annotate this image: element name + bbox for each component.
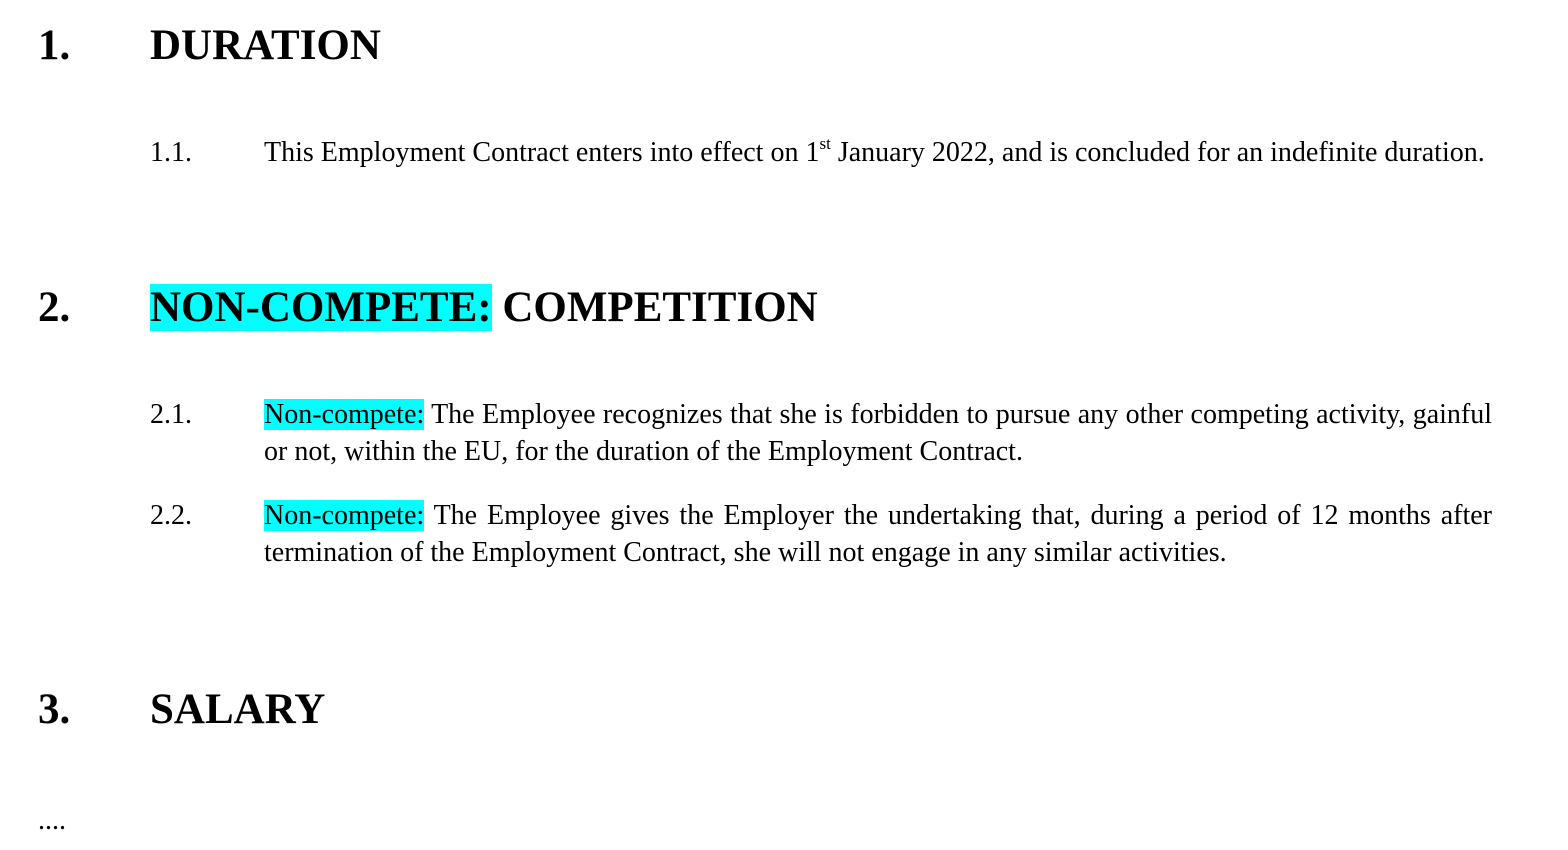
section-title: [150, 282, 818, 334]
section-number: 3.: [38, 686, 71, 733]
clause-text: [264, 396, 1492, 470]
clause-number: 1.1.: [150, 137, 192, 168]
continuation-ellipsis: ....: [38, 805, 66, 836]
highlighted-term: Non-compete:: [264, 399, 425, 430]
clause-number: 2.1.: [150, 399, 192, 430]
clause-text-part: This Employment Contract enters into effect on 1: [264, 137, 820, 168]
highlighted-term: NON-COMPETE:: [150, 284, 492, 331]
section-title: SALARY: [150, 686, 326, 733]
clause-text: [264, 134, 1492, 171]
clause-text-part: The Employee gives the Employer the undertaking that, during a period of 12 months after termination of the Employment Contract, she will not engage in any similar activities.: [264, 500, 1492, 568]
clause-text-part: January 2022, and is concluded for an indefinite duration.: [830, 137, 1485, 168]
clause-text: [264, 497, 1492, 571]
clause-text-part: The Employee recognizes that she is forbidden to pursue any other competing activity, gainful or not, within the EU, for the duration of the Employment Contract.: [264, 399, 1492, 467]
section-number: 2.: [38, 284, 71, 331]
section-title: DURATION: [150, 22, 381, 69]
ordinal-superscript: st: [819, 133, 831, 153]
section-title-rest: COMPETITION: [491, 284, 818, 331]
clause-number: 2.2.: [150, 500, 192, 531]
section-number: 1.: [38, 22, 71, 69]
highlighted-term: Non-compete:: [264, 500, 425, 531]
